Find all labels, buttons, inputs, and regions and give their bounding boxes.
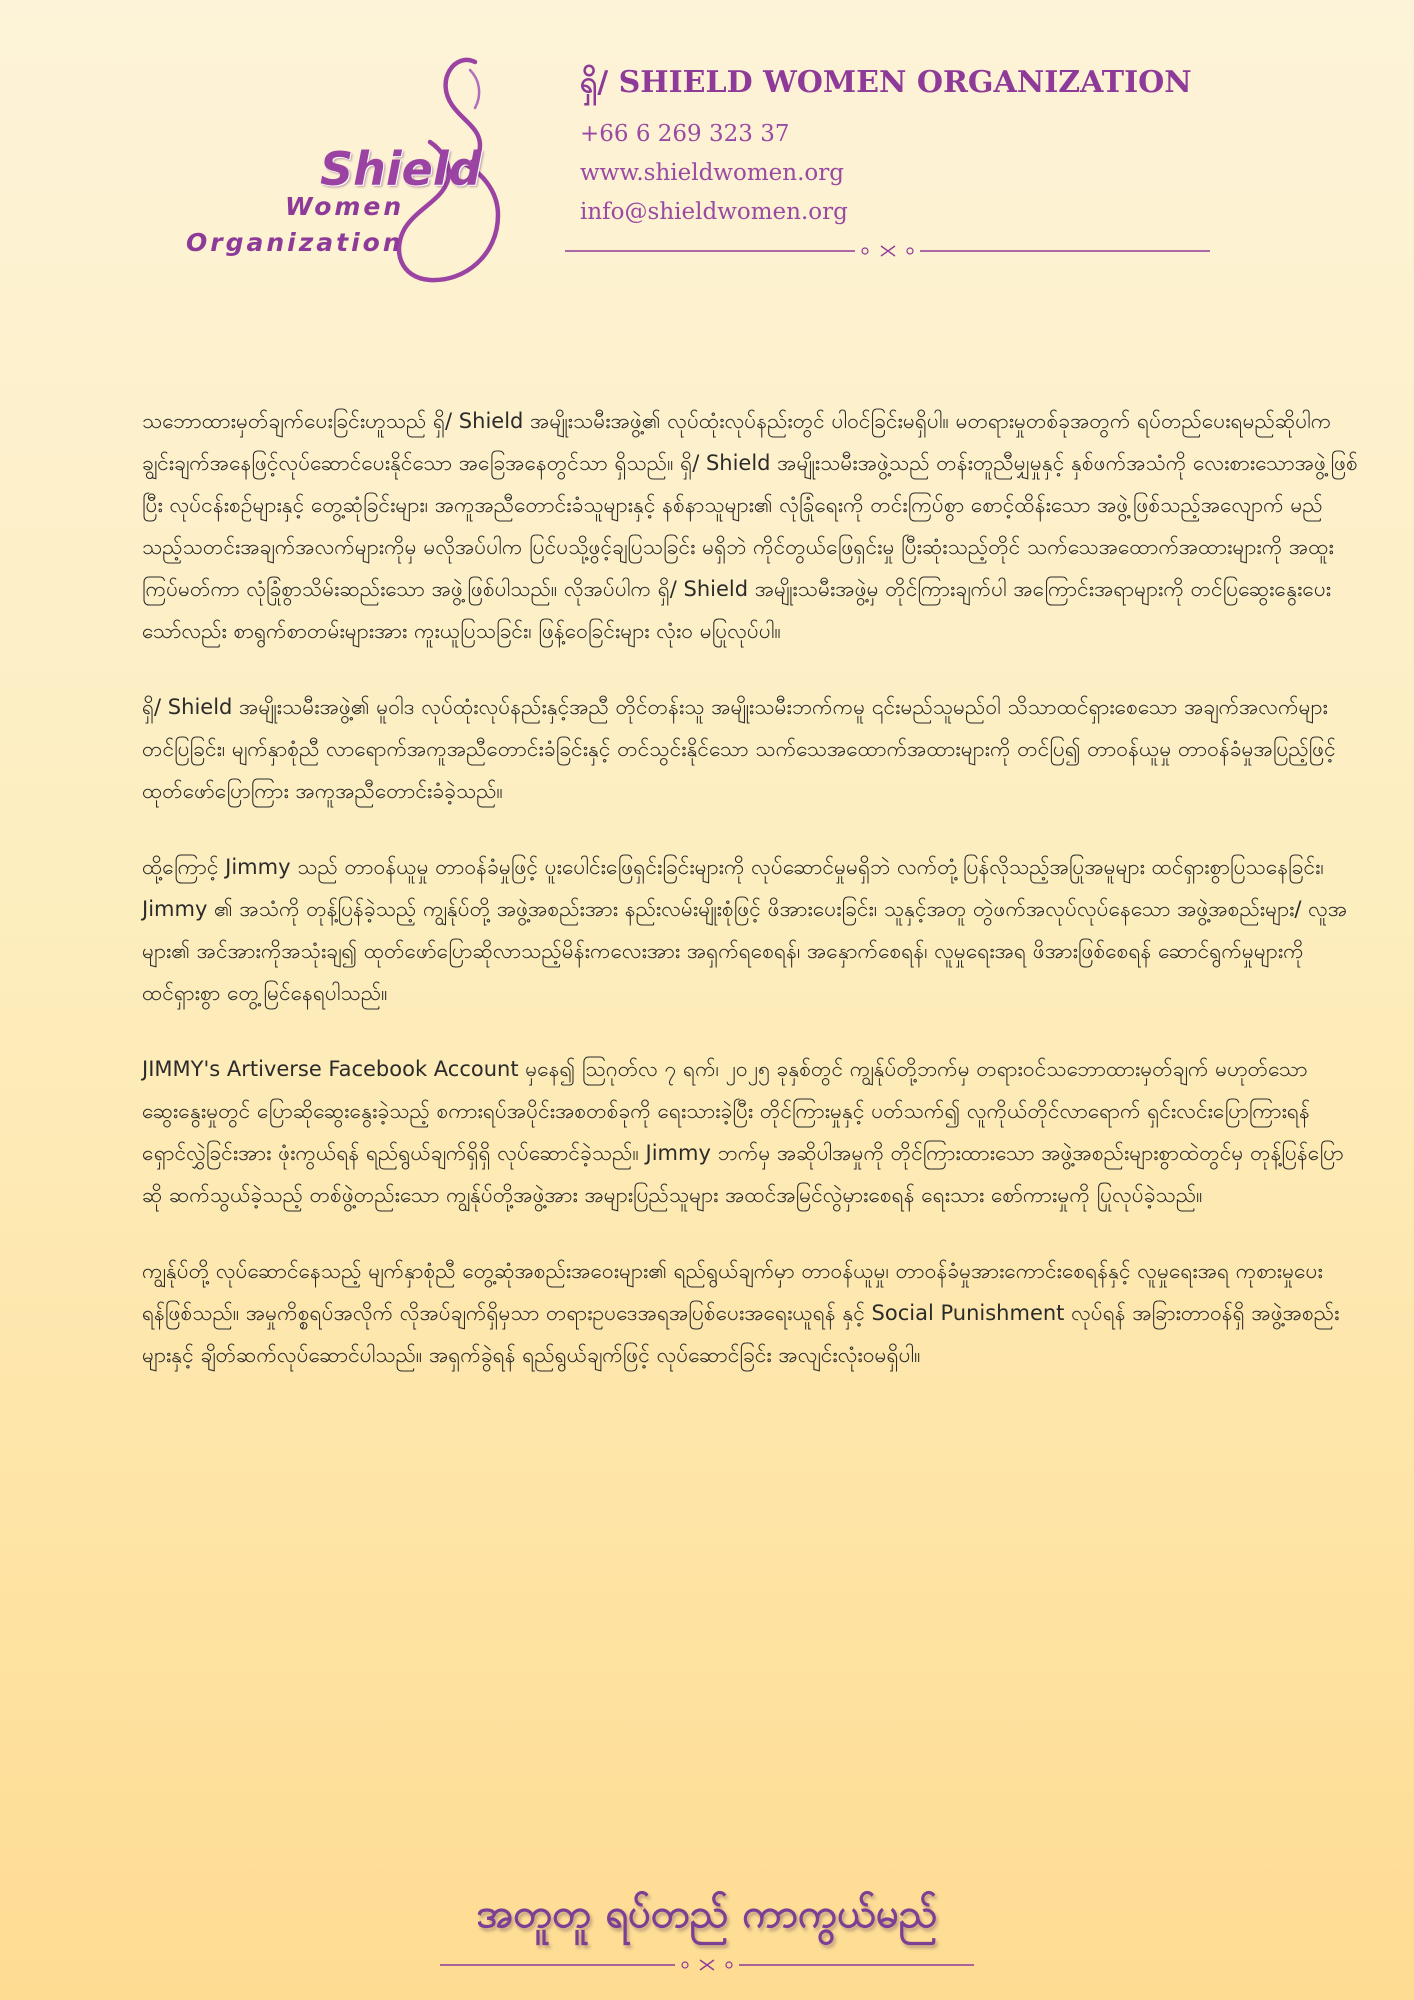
- footer-slogan: အတူတူ ရပ်တည် ကာကွယ်မည်: [476, 1891, 938, 1937]
- website-link[interactable]: www.shieldwomen.org: [580, 160, 844, 186]
- paragraph: ကျွန်ုပ်တို့ လုပ်ဆောင်နေသည့် မျက်နှာစုံညီ တွေ့ဆုံအစည်းအဝေးများ၏ ရည်ရွယ်ချက်မှာ တာဝန်ယူမှု၊ တာဝန်ခံမှုအားကောင်းစေရန်နှင့် လူမှုရေးအရ ကုစားမှုပေးရန်ဖြစ်သည်။ အမှုကိစ္စရပ်အလိုက် လိုအပ်ချက်ရှိမှသာ တရားဥပဒေအရအပြစ်ပေးအရေးယူရန် နှင့် Social Punishment လုပ်ရန် အခြားတာဝန်ရှိ အဖွဲ့အစည်းများနှင့် ချိတ်ဆက်လုပ်ဆောင်ပါသည်။ အရှက်ခွဲရန် ရည်ရွယ်ချက်ဖြင့် လုပ်ဆောင်ခြင်း အလျင်းလုံးဝမရှိပါ။: [142, 1259, 1340, 1367]
- shield-logo: [180, 50, 540, 300]
- organization-header: [580, 62, 1210, 238]
- logo-organization-text: Organization: [186, 228, 404, 257]
- logo-women-text: Women: [285, 192, 405, 221]
- phone-number: +66 6 269 323 37: [580, 121, 790, 147]
- paragraph: ရှိ/ Shield အမျိုးသမီးအဖွဲ့၏ မူဝါဒ လုပ်ထုံးလုပ်နည်းနှင့်အညီ တိုင်တန်းသူ အမျိုးသမီးဘက်ကမူ ၎င်းမည်သူမည်ဝါ သိသာထင်ရှားစေသော အချက်အလက်များတင်ပြခြင်း၊ မျက်နှာစုံညီ လာရောက်အကူအညီတောင်းခံခြင်းနှင့် တင်သွင်းနိုင်သော သက်သေအထောက်အထားများကို တင်ပြ၍ တာဝန်ယူမှု တာဝန်ခံမှုအပြည့်ဖြင့် ထုတ်ဖော်ပြောကြား အကူအညီတောင်းခံခဲ့သည်။: [142, 695, 1336, 803]
- email-link[interactable]: info@shieldwomen.org: [580, 199, 848, 225]
- paragraph: သဘောထားမှတ်ချက်ပေးခြင်းဟူသည် ရှိ/ Shield အမျိုးသမီးအဖွဲ့၏ လုပ်ထုံးလုပ်နည်းတွင် ပါဝင်ခြင်းမရှိပါ။ မတရားမှုတစ်ခုအတွက် ရပ်တည်ပေးရမည်ဆိုပါက ချွင်းချက်အနေဖြင့်လုပ်ဆောင်ပေးနိုင်သော အခြေအနေတွင်သာ ရှိသည်။ ရှိ/ Shield အမျိုးသမီးအဖွဲ့သည် တန်းတူညီမျှမှုနှင့် နှစ်ဖက်အသံကို လေးစားသောအဖွဲ့ဖြစ်ပြီး လုပ်ငန်းစဉ်များနှင့် တွေ့ဆုံခြင်းများ၊ အကူအညီတောင်းခံသူများနှင့် နစ်နာသူများ၏ လုံခြုံရေးကို တင်းကြပ်စွာ စောင့်ထိန်းသော အဖွဲ့ဖြစ်သည့်အလျောက် မည်သည့်သတင်းအချက်အလက်များကိုမှ မလိုအပ်ပါက ပြင်ပသို့ဖွင့်ချပြသခြင်း မရှိဘဲ ကိုင်တွယ်ဖြေရှင်းမှု ပြီးဆုံးသည့်တိုင် သက်သေအထောက်အထားများကို အထူးကြပ်မတ်ကာ လုံခြုံစွာသိမ်းဆည်းသော အဖွဲ့ဖြစ်ပါသည်။ လိုအပ်ပါက ရှိ/ Shield အမျိုးသမီးအဖွဲ့မှ တိုင်ကြားချက်ပါ အကြောင်းအရာများကို တင်ပြဆွေးနွေးပေးသော်လည်း စာရွက်စာတမ်းများအား ကူးယူပြသခြင်း၊ ဖြန့်ဝေခြင်းများ လုံးဝ မပြုလုပ်ပါ။: [142, 409, 1358, 643]
- letter-body: [142, 400, 1362, 1410]
- logo-shield-text: Shield: [320, 142, 482, 196]
- header-divider: [565, 244, 1210, 258]
- footer: [0, 1888, 1414, 1947]
- paragraph: JIMMY's Artiverse Facebook Account မှနေ၍ ဩဂုတ်လ ၇ ရက်၊ ၂၀၂၅ ခုနှစ်တွင် ကျွန်ုပ်တို့ဘက်မှ တရားဝင်သဘောထားမှတ်ချက် မဟုတ်သော ဆွေးနွေးမှုတွင် ပြောဆိုဆွေးနွေးခဲ့သည့် စကားရပ်အပိုင်းအစတစ်ခုကို ရေးသားခဲ့ပြီး တိုင်ကြားမှုနှင့် ပတ်သက်၍ လူကိုယ်တိုင်လာရောက် ရှင်းလင်းပြောကြားရန် ရှောင်လွှဲခြင်းအား ဖုံးကွယ်ရန် ရည်ရွယ်ချက်ရှိရှိ လုပ်ဆောင်ခဲ့သည်။ Jimmy ဘက်မှ အဆိုပါအမှုကို တိုင်ကြားထားသော အဖွဲ့အစည်းများစွာထဲတွင်မှ တုန့်ပြန်ပြောဆို ဆက်သွယ်ခဲ့သည့် တစ်ဖွဲ့တည်းသော ကျွန်ုပ်တို့အဖွဲ့အား အများပြည်သူများ အထင်အမြင်လွဲမှားစေရန် ရေးသား စော်ကားမှုကို ပြုလုပ်ခဲ့သည်။: [142, 1057, 1344, 1207]
- footer-divider: [440, 1958, 974, 1972]
- paragraph: ထို့ကြောင့် Jimmy သည် တာဝန်ယူမှု တာဝန်ခံမှုဖြင့် ပူးပေါင်းဖြေရှင်းခြင်းများကို လုပ်ဆောင်မှုမရှိဘဲ လက်တုံ့ပြန်လိုသည့်အပြုအမူများ ထင်ရှားစွာပြသနေခြင်း၊ Jimmy ၏ အသံကို တုန့်ပြန်ခဲ့သည့် ကျွန်ုပ်တို့ အဖွဲ့အစည်းအား နည်းလမ်းမျိုးစုံဖြင့် ဖိအားပေးခြင်း၊ သူနှင့်အတူ တွဲဖက်အလုပ်လုပ်နေသော အဖွဲ့အစည်းများ/ လူအများ၏ အင်အားကိုအသုံးချ၍ ထုတ်ဖော်ပြောဆိုလာသည့်မိန်းကလေးအား အရှက်ရစေရန်၊ အနှောက်စေရန်၊ လူမှုရေးအရ ဖိအားဖြစ်စေရန် ဆောင်ရွက်မှုများကို ထင်ရှားစွာ တွေ့မြင်နေရပါသည်။: [142, 855, 1348, 1005]
- organization-name: ရှိ/ SHIELD WOMEN ORGANIZATION: [580, 65, 1192, 100]
